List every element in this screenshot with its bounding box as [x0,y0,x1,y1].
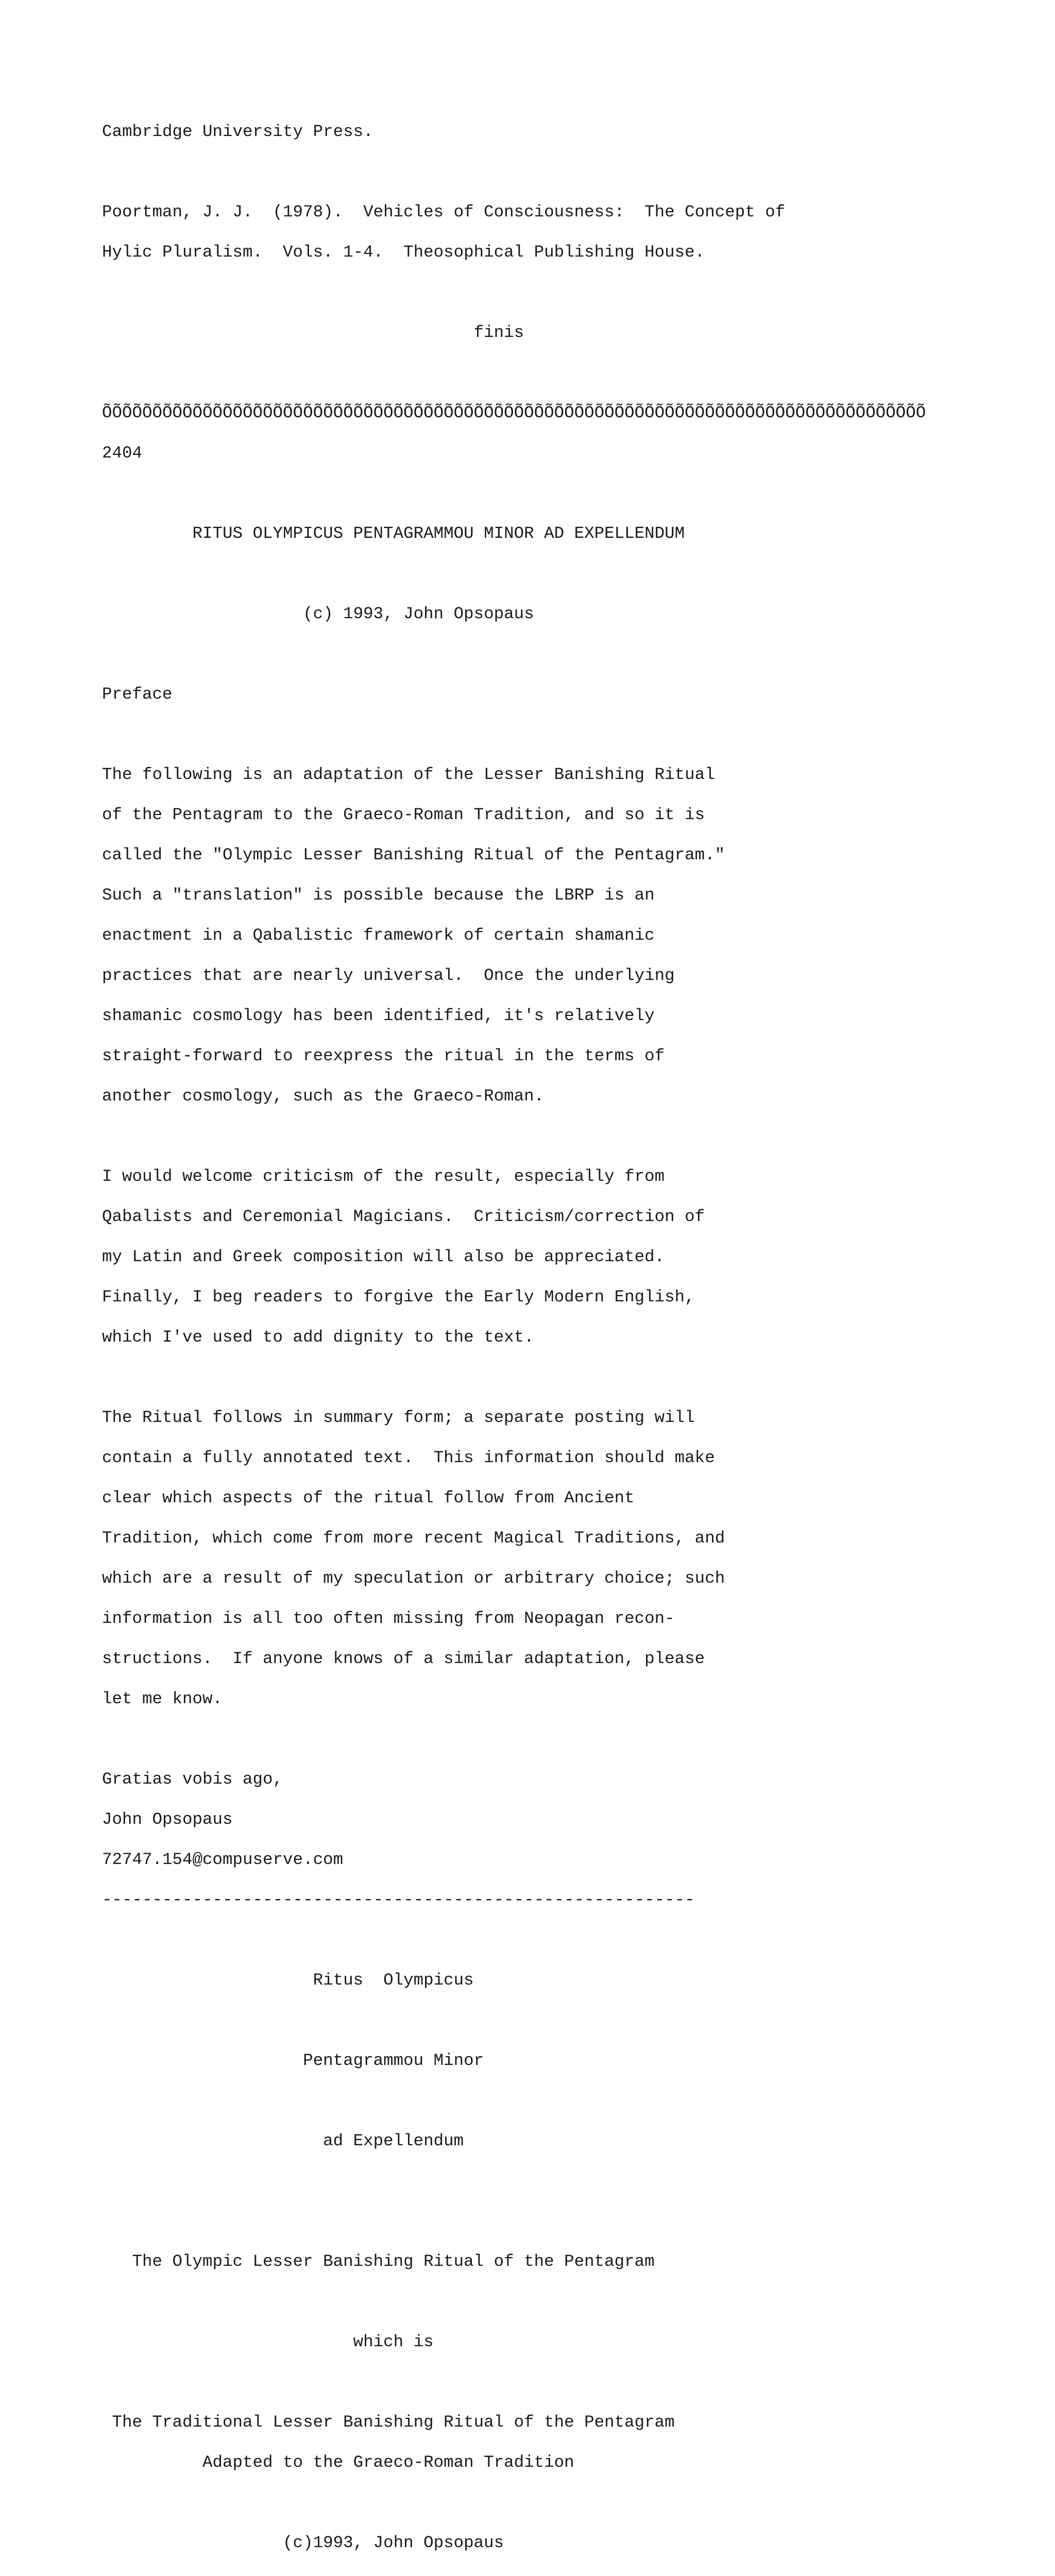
section-heading-preface: Preface [102,685,173,704]
paragraph-line: Such a "translation" is possible because the LBRP is an [102,886,655,905]
blank-line [102,724,1029,744]
ritual-title-line-1: Ritus Olympicus [102,1971,474,1990]
blank-line [102,564,1029,584]
ritual-title-line-2: Pentagrammou Minor [102,2051,484,2070]
english-title-line: The Olympic Lesser Banishing Ritual of the Pentagram [102,2252,655,2271]
paragraph-line: which I've used to add dignity to the text. [102,1328,534,1347]
blank-line [102,644,1029,664]
paragraph-line: practices that are nearly universal. Once the underlying [102,966,675,985]
paragraph-line: information is all too often missing from Neopagan recon- [102,1609,675,1628]
copyright-line: (c) 1993, John Opsopaus [102,604,534,623]
paragraph-line: which are a result of my speculation or arbitrary choice; such [102,1569,725,1588]
blank-line [102,2091,1029,2111]
signature-closing: Gratias vobis ago, [102,1770,283,1789]
blank-line [102,1367,1029,1387]
paragraph-line: shamanic cosmology has been identified, it's relatively [102,1006,655,1025]
blank-line [102,162,1029,182]
paragraph-line: called the "Olympic Lesser Banishing Ritual of the Pentagram." [102,845,725,865]
paragraph-line: let me know. [102,1689,223,1708]
paragraph-line: I would welcome criticism of the result, especially from [102,1167,665,1186]
paragraph-line: straight-forward to reexpress the ritual in the terms of [102,1046,665,1065]
blank-line [102,2573,1029,2576]
document-title: RITUS OLYMPICUS PENTAGRAMMOU MINOR AD EXPELLENDUM [102,524,685,543]
reference-citation-line: Hylic Pluralism. Vols. 1-4. Theosophical Publishing House. [102,243,705,262]
document-text [102,101,1029,2576]
paragraph-line: contain a fully annotated text. This information should make [102,1448,715,1467]
ritual-title-line-3: ad Expellendum [102,2131,464,2150]
file-number: 2404 [102,444,143,463]
signature-email: 72747.154@compuserve.com [102,1850,344,1869]
separator-line: ÕÕÕÕÕÕÕÕÕÕÕÕÕÕÕÕÕÕÕÕÕÕÕÕÕÕÕÕÕÕÕÕÕÕÕÕÕÕÕÕÕÕÕÕÕÕÕÕÕÕÕÕÕÕÕÕÕÕÕÕÕÕÕÕÕÕÕÕÕÕÕÕÕÕÕÕÕÕÕÕÕÕ [102,403,926,422]
blank-line [102,2010,1029,2030]
copyright-line-2: (c)1993, John Opsopaus [102,2533,504,2552]
finis-line: finis [102,323,524,342]
paragraph-line: structions. If anyone knows of a similar adaptation, please [102,1649,705,1668]
paragraph-line: Qabalists and Ceremonial Magicians. Criticism/correction of [102,1207,705,1226]
paragraph-line: of the Pentagram to the Graeco-Roman Tradition, and so it is [102,805,705,824]
which-is-line: which is [102,2332,434,2351]
paragraph-line: Tradition, which come from more recent Magical Traditions, and [102,1529,725,1548]
reference-publisher-line: Cambridge University Press. [102,122,373,141]
blank-line [102,2493,1029,2513]
blank-line [102,1126,1029,1146]
paragraph-line: Finally, I beg readers to forgive the Early Modern English, [102,1287,695,1307]
blank-line [102,483,1029,503]
paragraph-line: The following is an adaptation of the Lesser Banishing Ritual [102,765,715,784]
signature-name: John Opsopaus [102,1810,233,1829]
paragraph-line: another cosmology, such as the Graeco-Roman. [102,1087,544,1106]
blank-line [102,2211,1029,2231]
blank-line [102,282,1029,302]
blank-line [102,363,1029,383]
blank-line [102,2292,1029,2312]
blank-line [102,2171,1029,2191]
blank-line [102,1930,1029,1950]
reference-citation-line: Poortman, J. J. (1978). Vehicles of Consciousness: The Concept of [102,202,786,222]
paragraph-line: clear which aspects of the ritual follow from Ancient [102,1488,635,1507]
paragraph-line: The Ritual follows in summary form; a separate posting will [102,1408,695,1427]
subtitle-line-2: Adapted to the Graeco-Roman Tradition [102,2453,574,2472]
dash-separator: ----------------------------------------------------------- [102,1890,695,1909]
paragraph-line: enactment in a Qabalistic framework of certain shamanic [102,926,655,945]
blank-line [102,1729,1029,1749]
blank-line [102,2372,1029,2392]
paragraph-line: my Latin and Greek composition will also be appreciated. [102,1247,665,1266]
subtitle-line-1: The Traditional Lesser Banishing Ritual of the Pentagram [102,2413,675,2432]
